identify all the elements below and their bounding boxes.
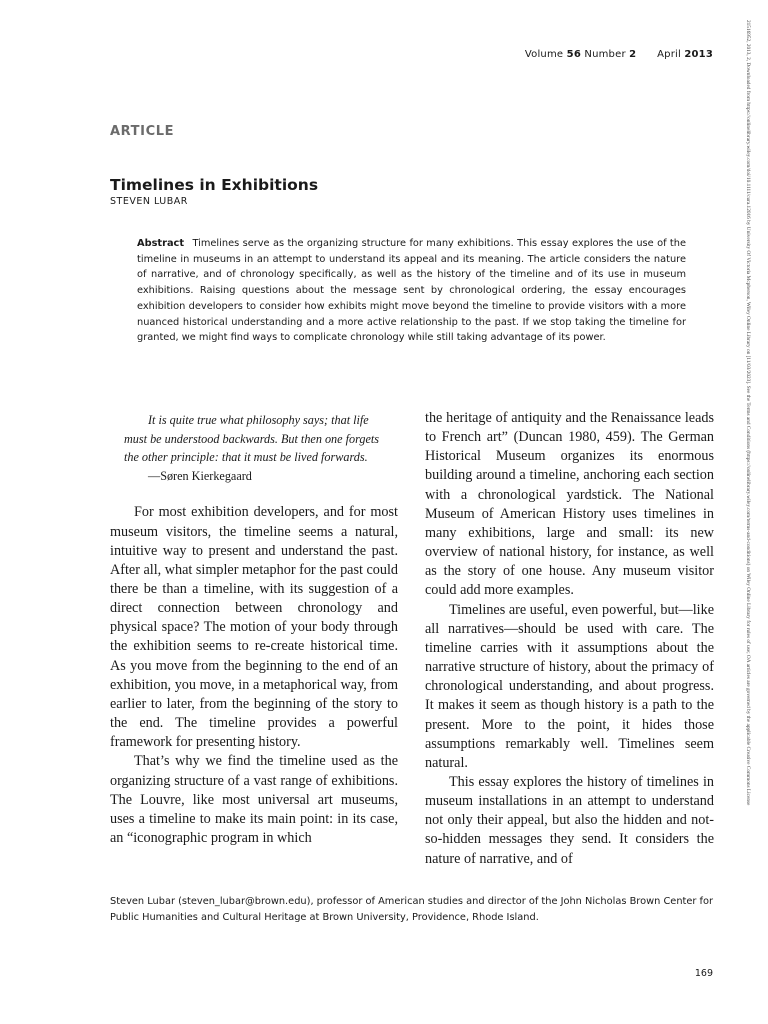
abstract-label: Abstract <box>137 238 185 249</box>
body-column-right <box>425 409 714 869</box>
epigraph-source: —Søren Kierkegaard <box>148 468 252 483</box>
epigraph <box>124 411 384 467</box>
epigraph-line: It is quite true what philosophy says; that life <box>148 413 369 427</box>
section-label: ARTICLE <box>110 124 175 139</box>
volume-number: 56 <box>566 49 581 60</box>
number-label: Number <box>584 49 626 60</box>
journal-issue-header <box>525 49 713 60</box>
article-title: Timelines in Exhibitions <box>110 176 319 194</box>
epigraph-line: must be understood backwards. But then one forgets <box>124 431 380 446</box>
issue-year: 2013 <box>684 49 713 60</box>
author-affiliation-footnote: Steven Lubar (steven_lubar@brown.edu), professor of American studies and director of the John Nicholas Brown Center for Public Humanities and Cultural Heritage at Brown University, Providence, Rhode Island. <box>110 896 714 923</box>
issue-month: April <box>657 49 681 60</box>
body-paragraph: Timelines are useful, even powerful, but—like all narratives—should be used with care. The timeline carries with it assumptions about the narrative structure of history, about the primacy of chronological understanding, and about progress. It makes it seem as though history is a path to the present. More to the point, it hides those assumptions remarkably well. Timelines seem natural. <box>425 601 714 771</box>
download-notice-strip <box>742 20 754 1000</box>
article-author: STEVEN LUBAR <box>110 196 188 207</box>
body-column-left <box>110 409 398 848</box>
issue-number: 2 <box>629 49 637 60</box>
abstract-text: Timelines serve as the organizing structure for many exhibitions. This essay explores the use of the timeline in museums in an attempt to understand its appeal and its meaning. The article considers the nature of narrative, and of chronology specifically, as well as the history of the timeline and of its use in museum exhibitions. Raising questions about the message sent by chronological ordering, the essay encourages exhibition developers to consider how exhibits might move beyond the timeline to provide visitors with a more nuanced historical understanding and a more active relationship to the past. If we stop taking the timeline for granted, we might find ways to complicate chronology while still taking advantage of its power. <box>137 238 686 344</box>
epigraph-line: the other principle: that it must be lived forwards. <box>124 450 368 465</box>
volume-label: Volume <box>524 49 564 60</box>
body-paragraph: For most exhibition developers, and for most museum visitors, the timeline seems a natural, intuitive way to present and understand the past. After all, what simpler metaphor for the past could there be than a timeline, with its suggestion of a direct connection between chronology and physical space? The motion of your body through the exhibition seems to re-create historical time. As you move from the beginning to the end of an exhibition, you move, in a metaphorical way, from earlier to later, from the beginning of the story to the end. The timeline provides a powerful framework for presenting history. <box>110 504 398 751</box>
body-paragraph: This essay explores the history of timelines in museum installations in an attempt to understand not only their appeal, but also the hidden and not-so-hidden messages they send. It considers the nature of narrative, and of <box>425 773 714 867</box>
page-number: 169 <box>694 968 713 979</box>
abstract <box>137 236 686 346</box>
download-notice-text: 21516952, 2013, 2, Downloaded from https://onlinelibrary.wiley.com/doi/10.1111/cura.12016 by University Of Victoria Mcpherson, Wiley Online Library on [11/03/2023]. See the Terms and Conditions (https://onlinelibrary.wiley.com/terms-and-conditions) on Wiley Online Library for rules of use; OA articles are governed by the applicable Creative Commons License <box>745 20 751 806</box>
body-paragraph: That’s why we find the timeline used as the organizing structure of a vast range of exhibitions. The Louvre, like most universal art museums, uses a timeline to make its main point: in its case, an “iconographic program in which <box>110 753 398 847</box>
body-paragraph-continued: the heritage of antiquity and the Renaissance leads to French art” (Duncan 1980, 459). The German Historical Museum organizes its enormous building around a timeline, anchoring each section with a chronological yardstick. The National Museum of American History uses timelines in many exhibitions, large and small: its new overview of national history, for instance, as well as the story of one house. Any museum visitor could add more examples. <box>425 410 714 599</box>
